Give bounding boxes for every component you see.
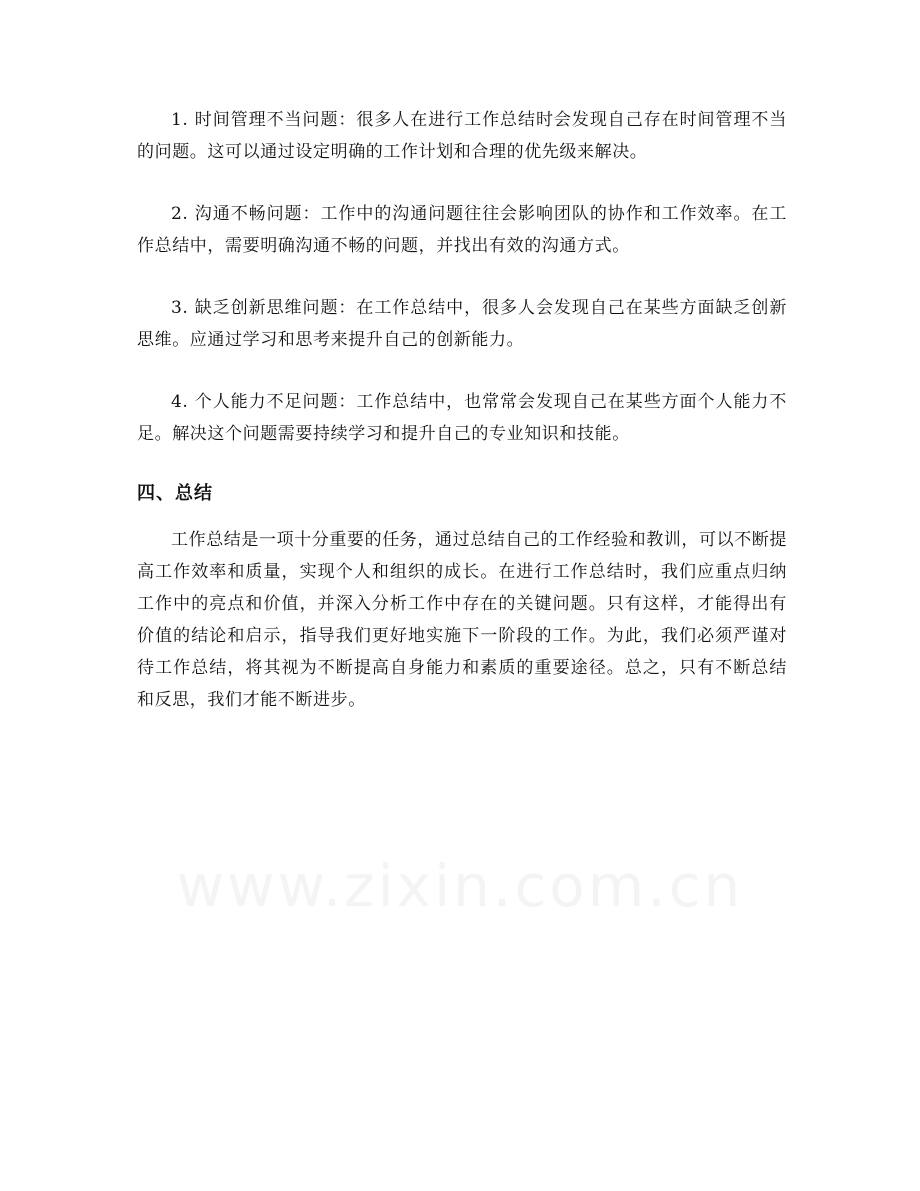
summary-paragraph: 工作总结是一项十分重要的任务，通过总结自己的工作经验和教训，可以不断提高工作效率和质量，实现个人和组织的成长。在进行工作总结时，我们应重点归纳工作中的亮点和价值，并深入分析工作中存在的关键问题。只有这样，才能得出有价值的结论和启示，指导我们更好地实施下一阶段的工作。为此，我们必须严谨对待工作总结，将其视为不断提高自身能力和素质的重要途径。总之，只有不断总结和反思，我们才能不断进步。 (137, 530, 787, 710)
section-heading-summary: 四、总结 (137, 483, 213, 504)
document-body (137, 104, 787, 746)
watermark: www.zixin.com.cn (176, 852, 744, 920)
list-item-personal-ability: 4. 个人能力不足问题：工作总结中，也常常会发现自己在某些方面个人能力不足。解决这个问题需要持续学习和提升自己的专业知识和技能。 (137, 392, 787, 444)
list-item-time-management: 1. 时间管理不当问题：很多人在进行工作总结时会发现自己存在时间管理不当的问题。这可以通过设定明确的工作计划和合理的优先级来解决。 (137, 110, 787, 162)
list-item-communication: 2. 沟通不畅问题：工作中的沟通问题往往会影响团队的协作和工作效率。在工作总结中，需要明确沟通不畅的问题，并找出有效的沟通方式。 (137, 204, 787, 256)
list-item-innovation: 3. 缺乏创新思维问题：在工作总结中，很多人会发现自己在某些方面缺乏创新思维。应通过学习和思考来提升自己的创新能力。 (137, 298, 787, 350)
